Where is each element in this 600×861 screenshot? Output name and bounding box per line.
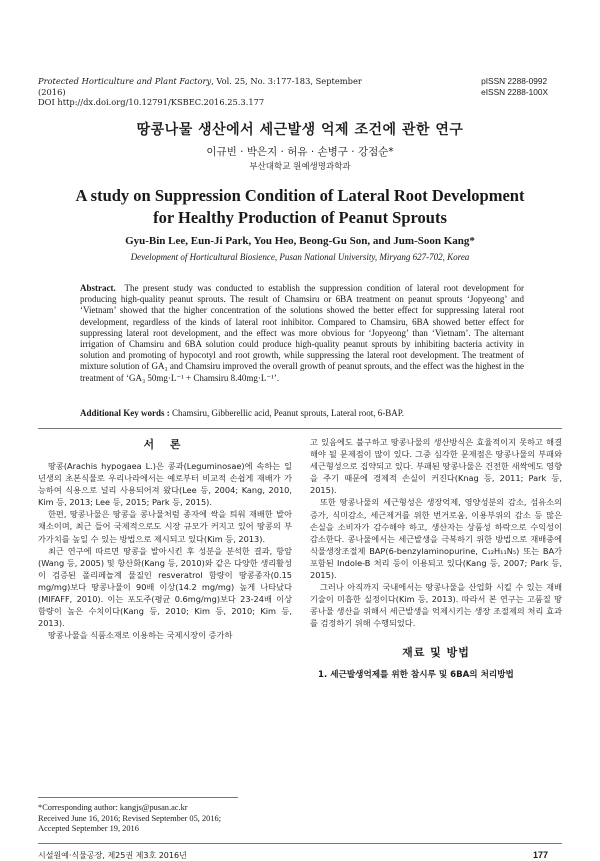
korean-title: 땅콩나물 생산에서 세근발생 억제 조건에 관한 연구	[136, 122, 464, 138]
left-column	[38, 436, 292, 641]
doi-link[interactable]: DOI http://dx.doi.org/10.12791/KSBEC.2016.25.3.177	[38, 97, 265, 107]
keywords	[80, 408, 524, 418]
keywords-label: Additional Key words :	[80, 408, 170, 418]
corresponding-author: *Corresponding author: kangjs@pusan.ac.kr	[38, 803, 188, 812]
paragraph: 한편, 땅콩나물은 땅콩을 콩나물처럼 종자에 싹을 틔워 재배한 발아채소이며, 최근 들어 국제적으로도 시장 규모가 커지고 있어 땅콩의 부가가치를 높일 수 있는 방법으로 제시되고 있다(Kim 등, 2013).	[38, 509, 292, 544]
paragraph: 그러나 아직까지 국내에서는 땅콩나물을 산업화 시킬 수 있는 재배기술이 미흡한 실정이다(Kim 등, 2013). 따라서 본 연구는 고품질 땅콩나물 생산을 위해서 세근발생을 억제시키는 생장 조절제의 처리 효과를 검정하기 위해 수행되었다.	[310, 582, 562, 629]
paragraph: 고 있음에도 불구하고 땅콩나물의 생산방식은 효율적이지 못하고 해결해야 될 문제점이 많이 있다. 그중 심각한 문제점은 땅콩나물의 부패와 세근형성으로 집약되고 있다. 부패된 땅콩나물은 건전한 새싹에도 영향을 주기 때문에 경제적 손실이 커진다(Knag 등, 2011; Park 등, 2015).	[310, 437, 562, 496]
section-divider	[38, 428, 562, 429]
footnote	[38, 803, 221, 835]
footer-divider	[38, 843, 562, 844]
abstract	[80, 283, 524, 384]
journal-citation	[38, 76, 368, 108]
issn-block	[481, 76, 548, 97]
footnote-rule	[38, 797, 238, 798]
paragraph: 땅콩(Arachis hypogaea L.)은 콩과(Leguminosae)에 속하는 일년생의 초본식물로 우리나라에서는 예로부터 비교적 손쉽게 재배가 가능하여 식용으로 널리 사용되어져 왔다(Lee 등, 2004; Kang, 2010, Kim 등, 2013; Lee 등, 2015; Park 등, 2015).	[38, 461, 292, 508]
english-title	[0, 185, 600, 229]
abstract-text: The present study was conducted to establish the suppression condition of lateral root development for producing high-quality peanut sprouts. The result of Chamsiru or 6BA treatment on peanut sprouts ‘Jopyeong’ and ‘Vietnam’ showed that the higher concentration of the solutions showed the better effect for suppressing lateral root development, regardless of the kinds of lateral root inhibitor. Compared to Chamsiru, 6BA showed better effect for suppressing lateral root development, and the effect was more obvious for ‘Jopyeong’ than ‘Vietnam’. The alternant irrigation of Chamsiru and 6BA solution could produce high-quality peanut sprouts by inhibiting bacteria activity in solution and promoting of hypocotyl and root growth, while suppressing the lateral root development. The treatment of mixture solution of GA₃ and Chamsiru improved the overall growth of peanut sprouts, and the effect was the highest in the treatment of ‘GA₃ 50mg·L⁻¹ + Chamsiru 8.40mg·L⁻¹’.	[80, 283, 524, 383]
korean-authors: 이규빈 · 박은지 · 허유 · 손병구 · 강점순*	[206, 146, 394, 158]
methods-heading: 재료 및 방법	[402, 645, 470, 659]
paragraph: 또한 땅콩나물의 세근형성은 생장억제, 영양성분의 감소, 섬유소의 증가, 식미감소, 세근제거를 위한 번거로움, 이용부위의 감소 등 많은 손실을 소비자가 감수해야 하고, 생산자는 상품성 하락으로 수익성이 감소한다. 콩나물에서는 세근발생을 극복하기 위한 방법으로 재배중에 식물생장조절제 BAP(6-benzylaminopurine, C₁₂H₁₁N₅) 또는 BA가 포함된 Indole-B 처리 등이 이용되고 있다(Kang 등, 2007; Park 등, 2015).	[310, 497, 562, 581]
english-authors: Gyu-Bin Lee, Eun-Ji Park, You Heo, Beong-Gu Son, and Jum-Soon Kang*	[125, 235, 475, 247]
english-affiliation: Development of Horticultural Biosience, Pusan National University, Miryang 627-702, Korea	[130, 252, 470, 262]
right-column	[310, 436, 562, 680]
page-number: 177	[532, 850, 548, 860]
accepted-date: Accepted September 19, 2016	[38, 824, 139, 834]
received-dates: Received June 16, 2016; Revised September 05, 2016;	[38, 813, 222, 823]
pissn: pISSN 2288-0992	[481, 76, 548, 86]
abstract-label: Abstract.	[80, 283, 116, 293]
eissn: eISSN 2288-100X	[481, 86, 548, 97]
english-title-line-1: A study on Suppression Condition of Lateral Root Development	[75, 186, 525, 205]
right-column-text	[310, 436, 562, 630]
english-title-line-2: for Healthy Production of Peanut Sprouts	[153, 208, 447, 227]
methods-subheading: 1. 세근발생억제를 위한 참시루 및 6BA의 처리방법	[318, 669, 514, 680]
keywords-text: Chamsiru, Gibberellic acid, Peanut sprouts, Lateral root, 6-BAP.	[172, 408, 404, 418]
left-column-text	[38, 460, 292, 641]
journal-name: Protected Horticulture and Plant Factory	[38, 76, 212, 86]
paragraph: 땅콩나물을 식품소재로 이용하는 국제시장이 증가하	[48, 630, 233, 641]
intro-heading: 서 론	[143, 438, 187, 451]
korean-affiliation: 부산대학교 원예생명과학과	[249, 162, 351, 172]
footer-journal: 시설원예·식물공장, 제25권 제3호 2016년	[38, 851, 187, 860]
volume-info: , Vol. 25, No. 3:177-183, September (2016)	[38, 76, 362, 97]
paragraph: 최근 연구에 따르면 땅콩을 발아시킨 후 성분을 분석한 결과, 항암(Wang 등, 2005) 및 항산화(Kang 등, 2010)와 같은 다양한 생리활성이 검증된 폴리페놀계 물질인 resveratrol 함량이 땅콩종자(0.15 mg/mg)보다 땅콩나물이 90배 이상(14.2 mg/mg) 높게 나타났다(MIFAFF, 2010). 이는 포도주(평균 0.6mg/mg)보다 23-24배 이상 함량이 높은 수치이다(Kang 등, 2010; Kim 등, 2010; Kim 등, 2013).	[38, 545, 292, 629]
